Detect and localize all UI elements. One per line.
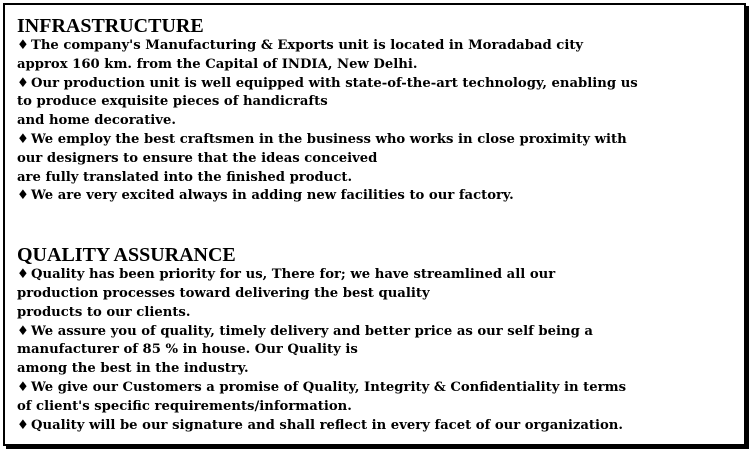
text-line: of client's specific requirements/information. — [17, 398, 352, 414]
text-line: ♦ Our production unit is well equipped with state-of-the-art technology, enabling us — [17, 75, 737, 94]
section-title-infrastructure: INFRASTRUCTURE — [17, 15, 204, 37]
text-line: to produce exquisite pieces of handicrafts — [17, 94, 328, 110]
diamond-bullet-icon: ♦ — [17, 75, 29, 91]
text-line: are fully translated into the finished product. — [17, 169, 353, 185]
text-line: ♦ Quality has been priority for us, There for; we have streamlined all our — [17, 266, 737, 285]
diamond-bullet-icon: ♦ — [17, 267, 29, 283]
text-line: ♦ We are very excited always in adding new facilities to our factory. — [17, 187, 737, 206]
content-area — [17, 15, 737, 435]
diamond-bullet-icon: ♦ — [17, 379, 29, 395]
diamond-bullet-icon: ♦ — [17, 131, 29, 147]
text-line: products to our clients. — [17, 304, 191, 320]
section-title-quality-assurance: QUALITY ASSURANCE — [17, 244, 236, 267]
text-line: ♦ We assure you of quality, timely delivery and better price as our self being a — [17, 323, 737, 342]
text-line: among the best in the industry. — [17, 361, 249, 377]
infrastructure-lines — [17, 37, 737, 206]
text-line: ♦ We give our Customers a promise of Quality, Integrity & Confidentiality in terms — [17, 379, 737, 398]
text-line: ♦ Quality will be our signature and shall reflect in every facet of our organization. — [17, 417, 737, 436]
diamond-bullet-icon: ♦ — [17, 38, 29, 53]
content-box — [3, 3, 746, 446]
diamond-bullet-icon: ♦ — [17, 417, 29, 433]
text-line: ♦ We employ the best craftsmen in the business who works in close proximity with — [17, 131, 737, 150]
diamond-bullet-icon: ♦ — [17, 323, 29, 339]
text-line: and home decorative. — [17, 113, 176, 129]
diamond-bullet-icon: ♦ — [17, 188, 29, 204]
text-line: ♦ The company's Manufacturing & Exports unit is located in Moradabad city — [17, 37, 737, 56]
text-line: our designers to ensure that the ideas conceived — [17, 150, 378, 166]
quality-lines — [17, 266, 737, 435]
text-line: approx 160 km. from the Capital of INDIA, New Delhi. — [17, 56, 418, 72]
text-line: production processes toward delivering the best quality — [17, 285, 430, 301]
text-line: manufacturer of 85 % in house. Our Quality is — [17, 342, 358, 358]
